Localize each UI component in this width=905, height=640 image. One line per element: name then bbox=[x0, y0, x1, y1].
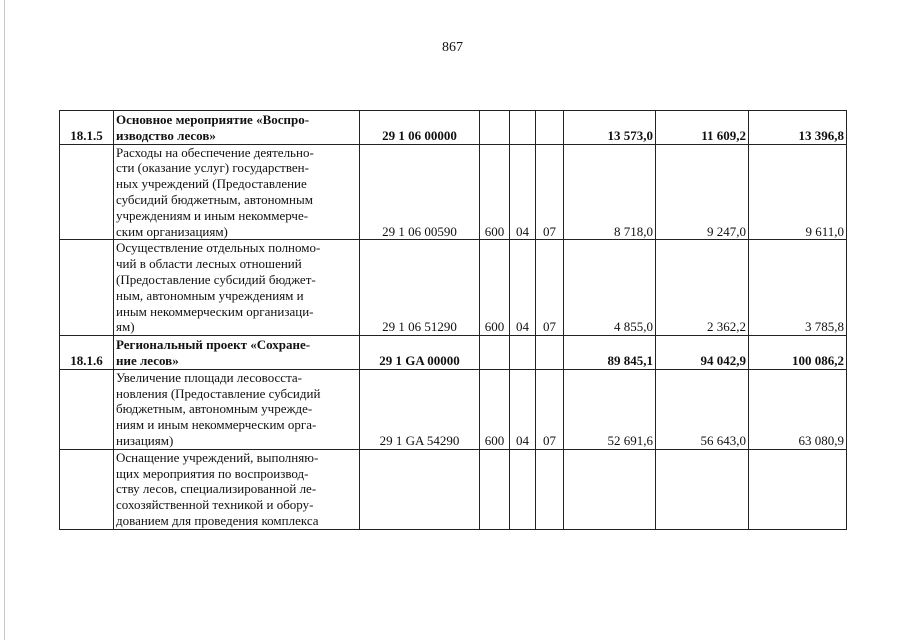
row-name bbox=[114, 144, 360, 240]
row-section: 04 bbox=[510, 144, 536, 240]
row-name-line: ским организациям) bbox=[116, 223, 228, 239]
row-name-line: Осуществление отдельных полномо- bbox=[116, 240, 321, 256]
row-name-line: ных учреждений (Предоставление bbox=[116, 176, 307, 192]
row-name-line: субсидий бюджетным, автономным bbox=[116, 191, 313, 207]
row-name bbox=[114, 369, 360, 449]
row-number bbox=[60, 240, 114, 336]
row-name-line: ным, автономным учреждениям и bbox=[116, 287, 304, 303]
row-amount-year-1: 89 845,1 bbox=[564, 336, 656, 370]
row-expense-type: 600 bbox=[480, 144, 510, 240]
table-row bbox=[60, 111, 847, 145]
row-name bbox=[114, 336, 360, 370]
row-name-line: учреждениям и иным некоммерче- bbox=[116, 207, 309, 223]
row-expense-type bbox=[480, 449, 510, 529]
row-name-line: дованием для проведения комплекса bbox=[116, 512, 319, 528]
row-amount-year-3: 3 785,8 bbox=[749, 240, 847, 336]
row-name-line: ям) bbox=[116, 319, 135, 335]
budget-table bbox=[59, 110, 847, 530]
row-section bbox=[510, 336, 536, 370]
row-target-code bbox=[360, 449, 480, 529]
row-subsection: 07 bbox=[536, 240, 564, 336]
table-row bbox=[60, 240, 847, 336]
table-row bbox=[60, 449, 847, 529]
row-amount-year-2: 9 247,0 bbox=[656, 144, 749, 240]
row-target-code: 29 1 06 00000 bbox=[360, 111, 480, 145]
row-target-code: 29 1 06 51290 bbox=[360, 240, 480, 336]
row-section: 04 bbox=[510, 240, 536, 336]
row-name-line: низациям) bbox=[116, 432, 174, 448]
row-expense-type bbox=[480, 336, 510, 370]
row-amount-year-3: 63 080,9 bbox=[749, 369, 847, 449]
row-amount-year-1: 52 691,6 bbox=[564, 369, 656, 449]
row-amount-year-3: 9 611,0 bbox=[749, 144, 847, 240]
table-row bbox=[60, 144, 847, 240]
table-row bbox=[60, 336, 847, 370]
row-target-code: 29 1 06 00590 bbox=[360, 144, 480, 240]
row-name-line: Основное мероприятие «Воспро- bbox=[116, 112, 310, 127]
row-amount-year-1: 13 573,0 bbox=[564, 111, 656, 145]
row-amount-year-1: 4 855,0 bbox=[564, 240, 656, 336]
row-number: 18.1.6 bbox=[60, 336, 114, 370]
row-number bbox=[60, 449, 114, 529]
row-expense-type: 600 bbox=[480, 369, 510, 449]
row-name-line: ниям и иным некоммерческим орга- bbox=[116, 417, 317, 433]
row-name bbox=[114, 240, 360, 336]
row-name-line: ству лесов, специализированной ле- bbox=[116, 481, 317, 497]
row-amount-year-1: 8 718,0 bbox=[564, 144, 656, 240]
row-section bbox=[510, 111, 536, 145]
row-name bbox=[114, 449, 360, 529]
row-name-line: сти (оказание услуг) государствен- bbox=[116, 160, 309, 176]
row-name-line: изводство лесов» bbox=[116, 127, 216, 143]
row-name-line: Увеличение площади лесовосста- bbox=[116, 369, 303, 385]
table-row bbox=[60, 369, 847, 449]
row-amount-year-2: 94 042,9 bbox=[656, 336, 749, 370]
row-amount-year-2: 11 609,2 bbox=[656, 111, 749, 145]
row-amount-year-3 bbox=[749, 449, 847, 529]
row-section bbox=[510, 449, 536, 529]
row-amount-year-2: 56 643,0 bbox=[656, 369, 749, 449]
row-name-line: Оснащение учреждений, выполняю- bbox=[116, 449, 319, 465]
row-amount-year-2: 2 362,2 bbox=[656, 240, 749, 336]
row-amount-year-2 bbox=[656, 449, 749, 529]
row-name-line: Расходы на обеспечение деятельно- bbox=[116, 144, 314, 160]
row-expense-type: 600 bbox=[480, 240, 510, 336]
page-number: 867 bbox=[442, 40, 463, 55]
row-name-line: ние лесов» bbox=[116, 352, 179, 368]
row-expense-type bbox=[480, 111, 510, 145]
row-target-code: 29 1 GA 00000 bbox=[360, 336, 480, 370]
row-subsection: 07 bbox=[536, 144, 564, 240]
row-name-line: (Предоставление субсидий бюджет- bbox=[116, 271, 316, 287]
row-name-line: новления (Предоставление субсидий bbox=[116, 385, 321, 401]
row-subsection: 07 bbox=[536, 369, 564, 449]
row-amount-year-3: 100 086,2 bbox=[749, 336, 847, 370]
row-number bbox=[60, 144, 114, 240]
row-name-line: чий в области лесных отношений bbox=[116, 256, 302, 272]
row-number: 18.1.5 bbox=[60, 111, 114, 145]
row-name bbox=[114, 111, 360, 145]
row-subsection bbox=[536, 336, 564, 370]
row-subsection bbox=[536, 111, 564, 145]
row-name-line: щих мероприятия по воспроизвод- bbox=[116, 465, 309, 481]
row-name-line: сохозяйственной техникой и обору- bbox=[116, 497, 314, 513]
row-target-code: 29 1 GA 54290 bbox=[360, 369, 480, 449]
row-amount-year-3: 13 396,8 bbox=[749, 111, 847, 145]
row-name-line: бюджетным, автономным учрежде- bbox=[116, 401, 313, 417]
row-number bbox=[60, 369, 114, 449]
row-amount-year-1 bbox=[564, 449, 656, 529]
row-section: 04 bbox=[510, 369, 536, 449]
row-subsection bbox=[536, 449, 564, 529]
row-name-line: иным некоммерческим организаци- bbox=[116, 303, 314, 319]
page-left-edge bbox=[4, 0, 5, 640]
row-name-line: Региональный проект «Сохране- bbox=[116, 337, 311, 353]
